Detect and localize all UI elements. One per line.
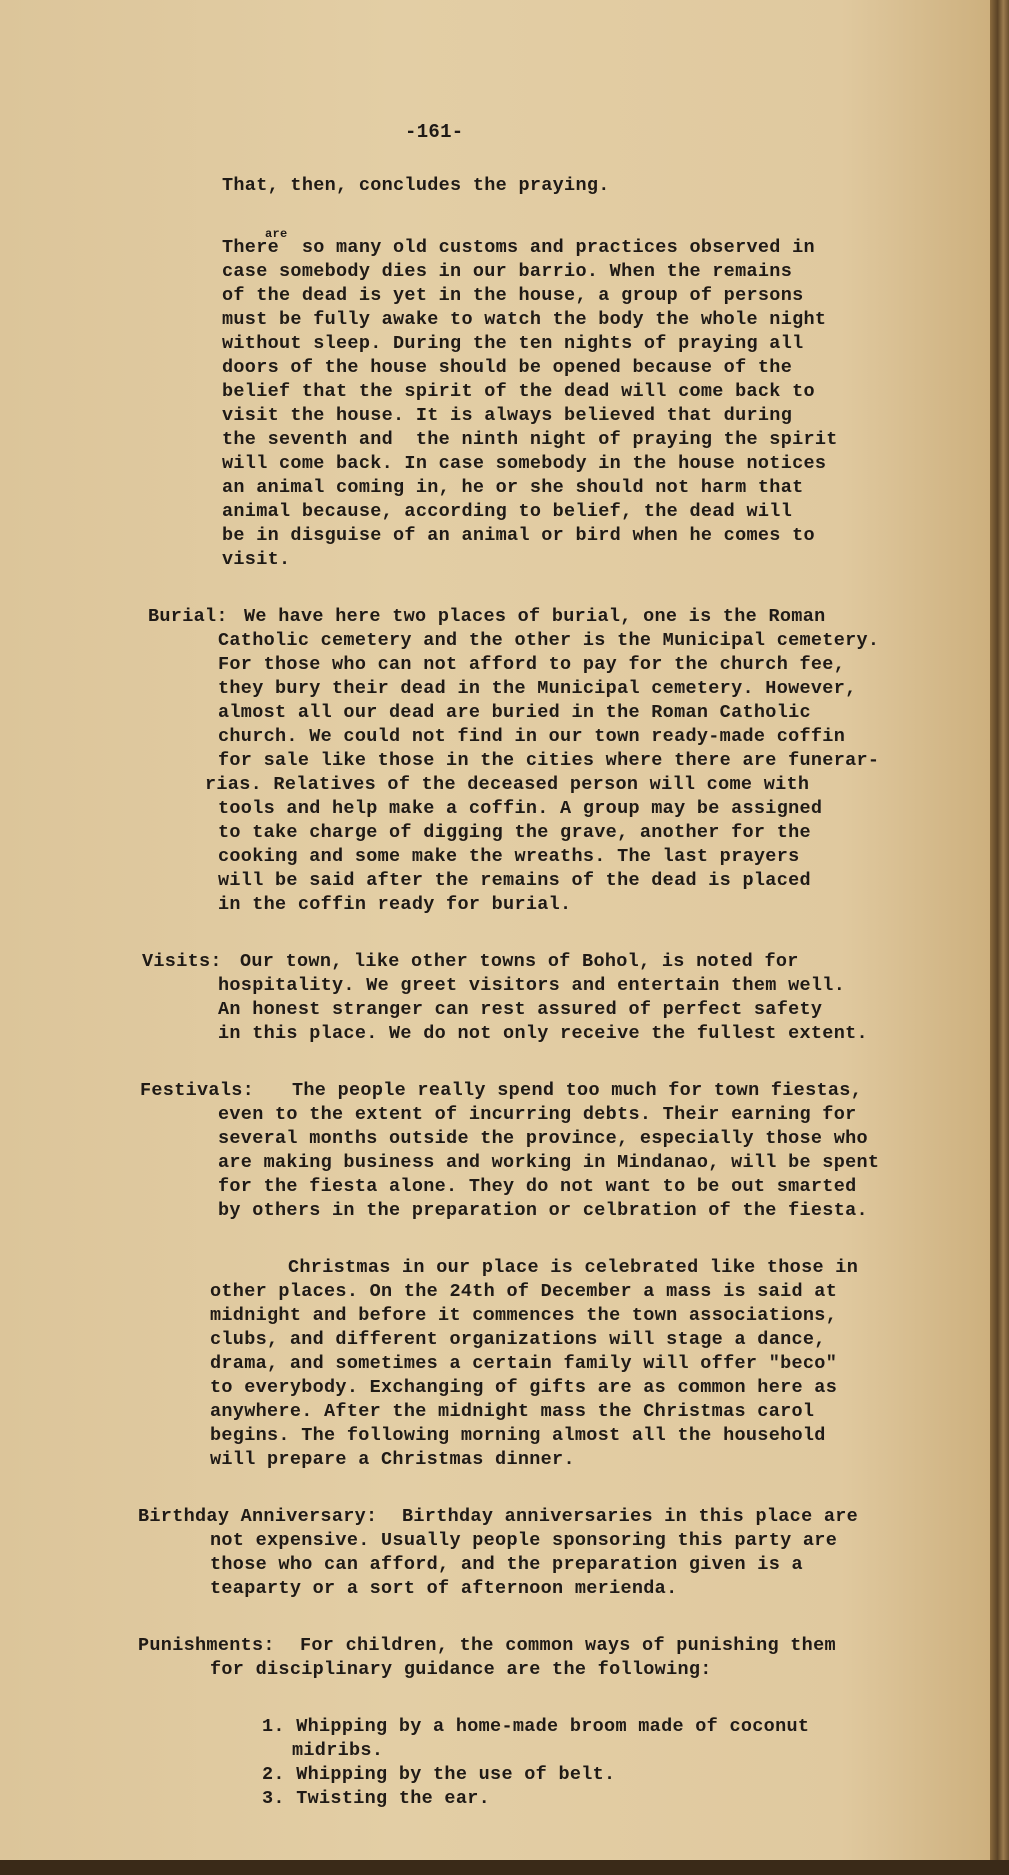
christmas-line: Christmas in our place is celebrated like those in [288,1257,859,1278]
paragraph-line: will come back. In case somebody in the house notices [222,453,827,474]
page-number: -161- [405,121,464,143]
burial-line: tools and help make a coffin. A group may be assigned [218,798,823,819]
birthday-line: teaparty or a sort of afternoon merienda. [210,1578,678,1599]
christmas-line: anywhere. After the midnight mass the Christmas carol [210,1401,815,1422]
paragraph-line: without sleep. During the ten nights of praying all [222,333,804,354]
visits-line: Our town, like other towns of Bohol, is noted for [240,951,799,972]
paragraph-line: visit. [222,549,291,570]
christmas-line: begins. The following morning almost all the household [210,1425,826,1446]
festivals-line: for the fiesta alone. They do not want to be out smarted [218,1176,857,1197]
burial-line: will be said after the remains of the dead is placed [218,870,811,891]
paragraph-line: the seventh and the ninth night of praying the spirit [222,429,838,450]
paragraph-line: animal because, according to belief, the dead will [222,501,793,522]
christmas-line: to everybody. Exchanging of gifts are as common here as [210,1377,838,1398]
burial-line: to take charge of digging the grave, another for the [218,822,811,843]
festivals-line: several months outside the province, especially those who [218,1128,868,1149]
paragraph-line: visit the house. It is always believed that during [222,405,793,426]
burial-line: in the coffin ready for burial. [218,894,572,915]
section-label-festivals: Festivals: [140,1080,255,1101]
christmas-line: other places. On the 24th of December a mass is said at [210,1281,838,1302]
section-label-visits: Visits: [142,951,222,972]
burial-line: rias. Relatives of the deceased person will come with [205,774,810,795]
burial-line: cooking and some make the wreaths. The last prayers [218,846,800,867]
paragraph-line: case somebody dies in our barrio. When the remains [222,261,793,282]
section-label-burial: Burial: [148,606,228,627]
christmas-line: drama, and sometimes a certain family will offer "beco" [210,1353,838,1374]
paragraph-line: must be fully awake to watch the body the whole night [222,309,827,330]
burial-line: We have here two places of burial, one is the Roman [244,606,826,627]
burial-line: For those who can not afford to pay for the church fee, [218,654,846,675]
festivals-line: even to the extent of incurring debts. Their earning for [218,1104,857,1125]
section-label-birthday: Birthday Anniversary: [138,1506,378,1527]
handwritten-insertion: are [265,227,288,241]
list-item: 1. Whipping by a home-made broom made of coconut [262,1716,810,1737]
festivals-line: by others in the preparation or celbration of the fiesta. [218,1200,868,1221]
christmas-line: will prepare a Christmas dinner. [210,1449,575,1470]
birthday-line: not expensive. Usually people sponsoring this party are [210,1530,838,1551]
paragraph-line: be in disguise of an animal or bird when he comes to [222,525,815,546]
paragraph-line: There so many old customs and practices observed in [222,237,815,258]
christmas-line: clubs, and different organizations will stage a dance, [210,1329,826,1350]
birthday-line: those who can afford, and the preparation given is a [210,1554,803,1575]
list-item: 2. Whipping by the use of belt. [262,1764,616,1785]
birthday-line: Birthday anniversaries in this place are [402,1506,859,1527]
list-item-continuation: midribs. [292,1740,384,1761]
christmas-line: midnight and before it commences the town associations, [210,1305,838,1326]
punishments-line: for disciplinary guidance are the following: [210,1659,712,1680]
paragraph-line: doors of the house should be opened because of the [222,357,793,378]
burial-line: church. We could not find in our town ready-made coffin [218,726,846,747]
festivals-line: The people really spend too much for town fiestas, [292,1080,863,1101]
visits-line: in this place. We do not only receive the fullest extent. [218,1023,868,1044]
festivals-line: are making business and working in Mindanao, will be spent [218,1152,880,1173]
page-edge [990,0,1009,1875]
section-label-punishments: Punishments: [138,1635,275,1656]
burial-line: they bury their dead in the Municipal cemetery. However, [218,678,857,699]
paragraph-line: of the dead is yet in the house, a group of persons [222,285,804,306]
visits-line: hospitality. We greet visitors and entertain them well. [218,975,846,996]
list-item: 3. Twisting the ear. [262,1788,491,1809]
visits-line: An honest stranger can rest assured of perfect safety [218,999,823,1020]
burial-line: Catholic cemetery and the other is the Municipal cemetery. [218,630,880,651]
burial-line: for sale like those in the cities where there are funerar- [218,750,880,771]
paragraph-line: belief that the spirit of the dead will come back to [222,381,815,402]
paragraph-line: That, then, concludes the praying. [222,175,610,196]
paragraph-line: an animal coming in, he or she should not harm that [222,477,804,498]
burial-line: almost all our dead are buried in the Roman Catholic [218,702,811,723]
scan-border [0,1860,1009,1875]
punishments-line: For children, the common ways of punishing them [300,1635,836,1656]
